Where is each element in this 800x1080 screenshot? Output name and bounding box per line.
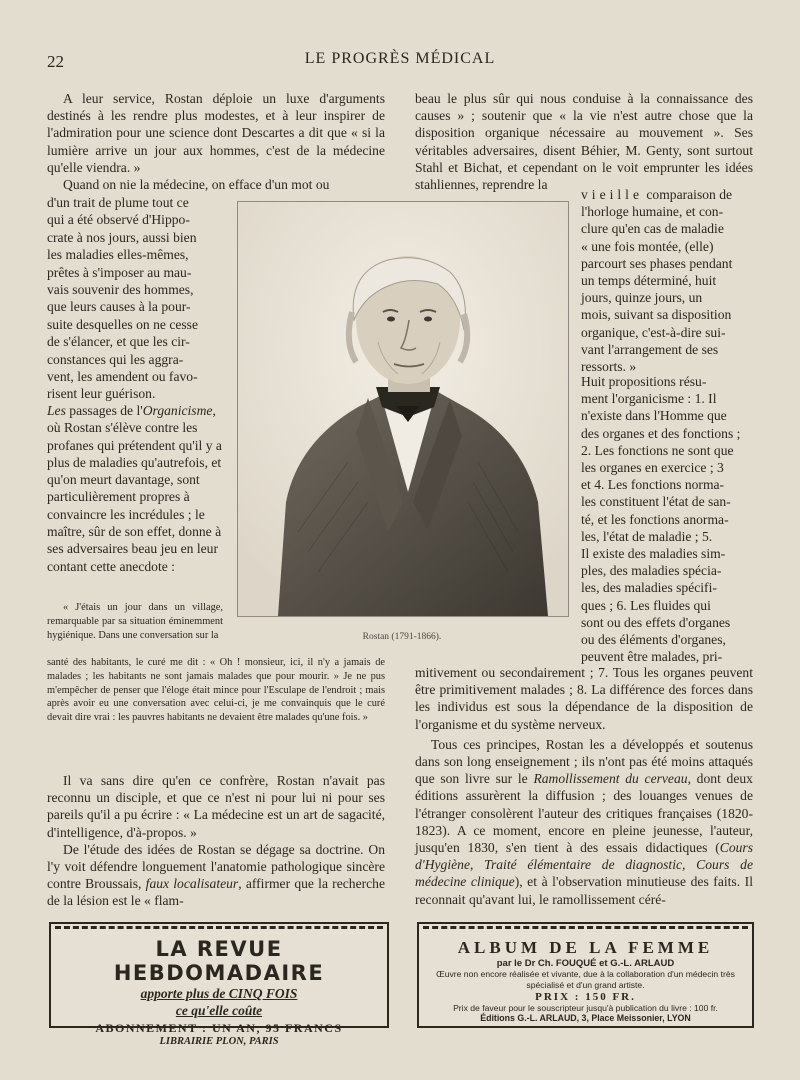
text-line: mois, suivant sa disposition <box>581 307 732 323</box>
rostan-portrait <box>238 202 568 616</box>
quote-narrow: « J'étais un jour dans un village, remarquable par sa situation éminemment hygiénique. Dans une conversation sur la <box>47 602 223 641</box>
text-line: Huit propositions résu- <box>581 374 707 389</box>
text-line: risent leur guérison. <box>47 386 156 402</box>
text-line: ques ; 6. Les fluides qui <box>581 597 711 613</box>
ad-left-line1: apporte plus de CINQ FOIS <box>140 986 298 1001</box>
ad-border-dash <box>55 926 383 935</box>
left-paragraph-2-cont: Les passages de l'Organicisme, où Rostan s'élève contre les profanes qui prétendent qu'il y a plus de maladies qu'autrefois, et qu'on meurt davantage, sont particulièrement propres à convaincre les incrédules ; le maître, sûr de son effet, donne à ses adversaires beau jeu en leur contant cette anecdote : <box>47 403 222 574</box>
text-line: vais souvenir des hommes, <box>47 282 194 298</box>
ad-revue-hebdomadaire <box>49 922 389 1047</box>
text-line: des organes et des fonctions ; <box>581 425 741 441</box>
ad-right-title: ALBUM DE LA FEMME <box>457 938 714 957</box>
ad-right-price: PRIX : 150 FR. <box>535 991 636 1003</box>
text-line: n'existe dans l'Homme que <box>581 408 727 424</box>
text-line: suite desquelles on ne cesse <box>47 316 198 332</box>
text-line: que leurs causes à la pour- <box>47 299 191 315</box>
ad-right-desc: Œuvre non encore réalisée et vivante, due à la collaboration d'un médecin très spécialisé et d'un grand artiste. <box>436 969 735 990</box>
left-paragraph-3: Il va sans dire qu'en ce confrère, Rostan n'avait pas reconnu un disciple, et que ce n'est ni pour lui ni pour ses pareils qu'il a pu écrire : « La médecine est un art de sagacité, d'intelligence, d'à-propos. » <box>47 773 385 840</box>
text-line: Il existe des maladies sim- <box>581 546 726 562</box>
text-line: peuvent être malades, pri- <box>581 649 723 665</box>
right-lower: mitivement ou secondairement ; 7. Tous les organes peuvent être primitivement malades ; 8. La différence des forces dans les individus est sous la dépendance de la disposition de l'organisme et du système nerveux. Tous ces principes, Rostan les a développés et soutenus dans son long enseignement ; ils n'ont pas été moins attaqués que son livre sur le Ramollissement du cerveau, dont deux éditions assurèrent la diffusion ; des louanges venues de l'étranger consolèrent l'auteur des critiques françaises (1820-1823). A ce moment, encore en pleine jeunesse, l'auteur, jusqu'en 1830, s'en tient à des essais didactiques (Cours d'Hygiène, Traité élémentaire de diagnostic, Cours de médecine clinique), et à l'observation minutieuse des faits. Il reconnait qu'avant lui, le ramollissement céré- <box>415 665 753 907</box>
ad-left-line2: ce qu'elle coûte <box>175 1003 263 1018</box>
text-line: sont ou des effets d'organes <box>581 614 731 630</box>
text-line: un temps déterminé, huit <box>581 273 717 289</box>
ad-right-favour: Prix de faveur pour le souscripteur jusqu'à publication du livre : 100 fr. <box>453 1003 718 1013</box>
quote-wide: santé des habitants, le curé me dit : « Oh ! monsieur, ici, il n'y a jamais de malades ; les habitants ne sont jamais malades que pour mourir. » Je ne pus m'empêcher de penser que l'éloge était mince pour l'Esculape de l'endroit ; mais après avoir eu une conversation avec celui-ci, je me convainquis que le curé devait dire vrai : les pauvres habitants ne devaient être malades qu'une fois. » <box>47 657 385 724</box>
text-line: organique, c'est-à-dire sui- <box>581 324 726 340</box>
text-line: les, des maladies spécifi- <box>581 580 717 596</box>
text-line: ples, des maladies spécia- <box>581 563 722 579</box>
text-line: ment l'organicisme : 1. Il <box>581 391 717 407</box>
text-line: et 4. Les fonctions norma- <box>581 477 725 493</box>
ad-left-title: LA REVUE HEBDOMADAIRE <box>113 937 325 985</box>
text-line: comparaison de <box>646 187 733 202</box>
figure-caption: Rostan (1791-1866). <box>362 632 442 642</box>
text-line: les maladies elles-mêmes, <box>47 247 189 263</box>
left-paragraph-1: A leur service, Rostan déploie un luxe d'arguments destinés à les rendre plus modestes, et à leur inspirer de l'admiration pour une science dont Descartes a dit que « si la lumière arrive un jour aux hommes, c'est de la médecine qu'elle viendra. » Quand on nie la médecine, on efface d'un mot ou <box>47 91 385 193</box>
ad-border-dash <box>423 926 748 935</box>
text-line: les organes en exercice ; 3 <box>581 460 724 476</box>
text-line: ressorts. » <box>581 359 637 375</box>
right-paragraph-1: beau le plus sûr qui nous conduise à la connaissance des causes » ; soutenir que « la vie n'est autre chose que la disposition organique nécessaire au mouvement ». Ses véritables adversaires, disent Béhier, M. Genty, sont surtout Stahl et Bichat, et cependant on le voit emprunter les idées stahliennes, reprendre la <box>415 91 753 193</box>
text-line: jours, quinze jours, un <box>581 290 703 306</box>
running-title: LE PROGRÈS MÉDICAL <box>304 50 496 67</box>
text-line: té, et les fonctions anorma- <box>581 511 729 527</box>
text-line: qui a été observé d'Hippo- <box>47 212 190 228</box>
text-line: 2. Les fonctions ne sont que <box>581 442 734 458</box>
ad-album-de-la-femme <box>417 922 754 1028</box>
ad-left-line4: LIBRAIRIE PLON, PARIS <box>159 1036 279 1047</box>
right-narrow-2 <box>581 373 753 665</box>
text-line: parcourt ses phases pendant <box>581 255 733 271</box>
ad-right-editions: Éditions G.-L. ARLAUD, 3, Place Meissonier, LYON <box>480 1013 691 1023</box>
left-lower-paragraphs <box>47 772 385 910</box>
ad-left-line3: ABONNEMENT : UN AN, 95 FRANCS <box>95 1021 343 1035</box>
right-narrow-1: vieille comparaison de l'horloge humaine, et con- clure qu'en cas de maladie « une fois montée, (elle) parcourt ses phases pendant un temps déterminé, huit jours, quinze jours, un mois, suivant sa disposition organique, c'est-à-dire sui- vant l'arrangement de ses ressorts. » <box>581 187 733 375</box>
text-line: « une fois montée, (elle) <box>581 238 714 254</box>
text-line: vant l'arrangement de ses <box>581 341 719 357</box>
left-narrow-lines <box>47 194 223 403</box>
text-line: de s'élancer, et que les cir- <box>47 334 190 350</box>
text-line: ou des éléments d'organes, <box>581 632 726 648</box>
text-line: les constituent l'état de san- <box>581 494 731 510</box>
text-line: les, l'état de maladie ; 5. <box>581 528 713 544</box>
left-narrow-block <box>47 194 223 403</box>
text-line: d'un trait de plume tout ce <box>47 195 189 210</box>
text-line: l'horloge humaine, et con- <box>581 204 724 220</box>
page-number: 22 <box>47 52 64 71</box>
left-paragraph-4: De l'étude des idées de Rostan se dégage sa doctrine. On l'y voit défendre longuement l'anatomie pathologique sincère contre Broussais, faux localisateur, affirmer que la recherche de la lésion est le « flam- <box>47 841 385 909</box>
text-line: prêtes à s'imposer au mau- <box>47 264 192 280</box>
text-line: vent, les amendent ou favo- <box>47 369 198 385</box>
text-line: crate à nos jours, aussi bien <box>47 229 197 245</box>
portrait-engraving <box>237 201 569 617</box>
ad-right-authors: par le Dr Ch. FOUQUÉ et G.-L. ARLAUD <box>496 958 675 969</box>
text-line: clure qu'en cas de maladie <box>581 221 724 237</box>
text-line: constances qui les aggra- <box>47 351 184 367</box>
